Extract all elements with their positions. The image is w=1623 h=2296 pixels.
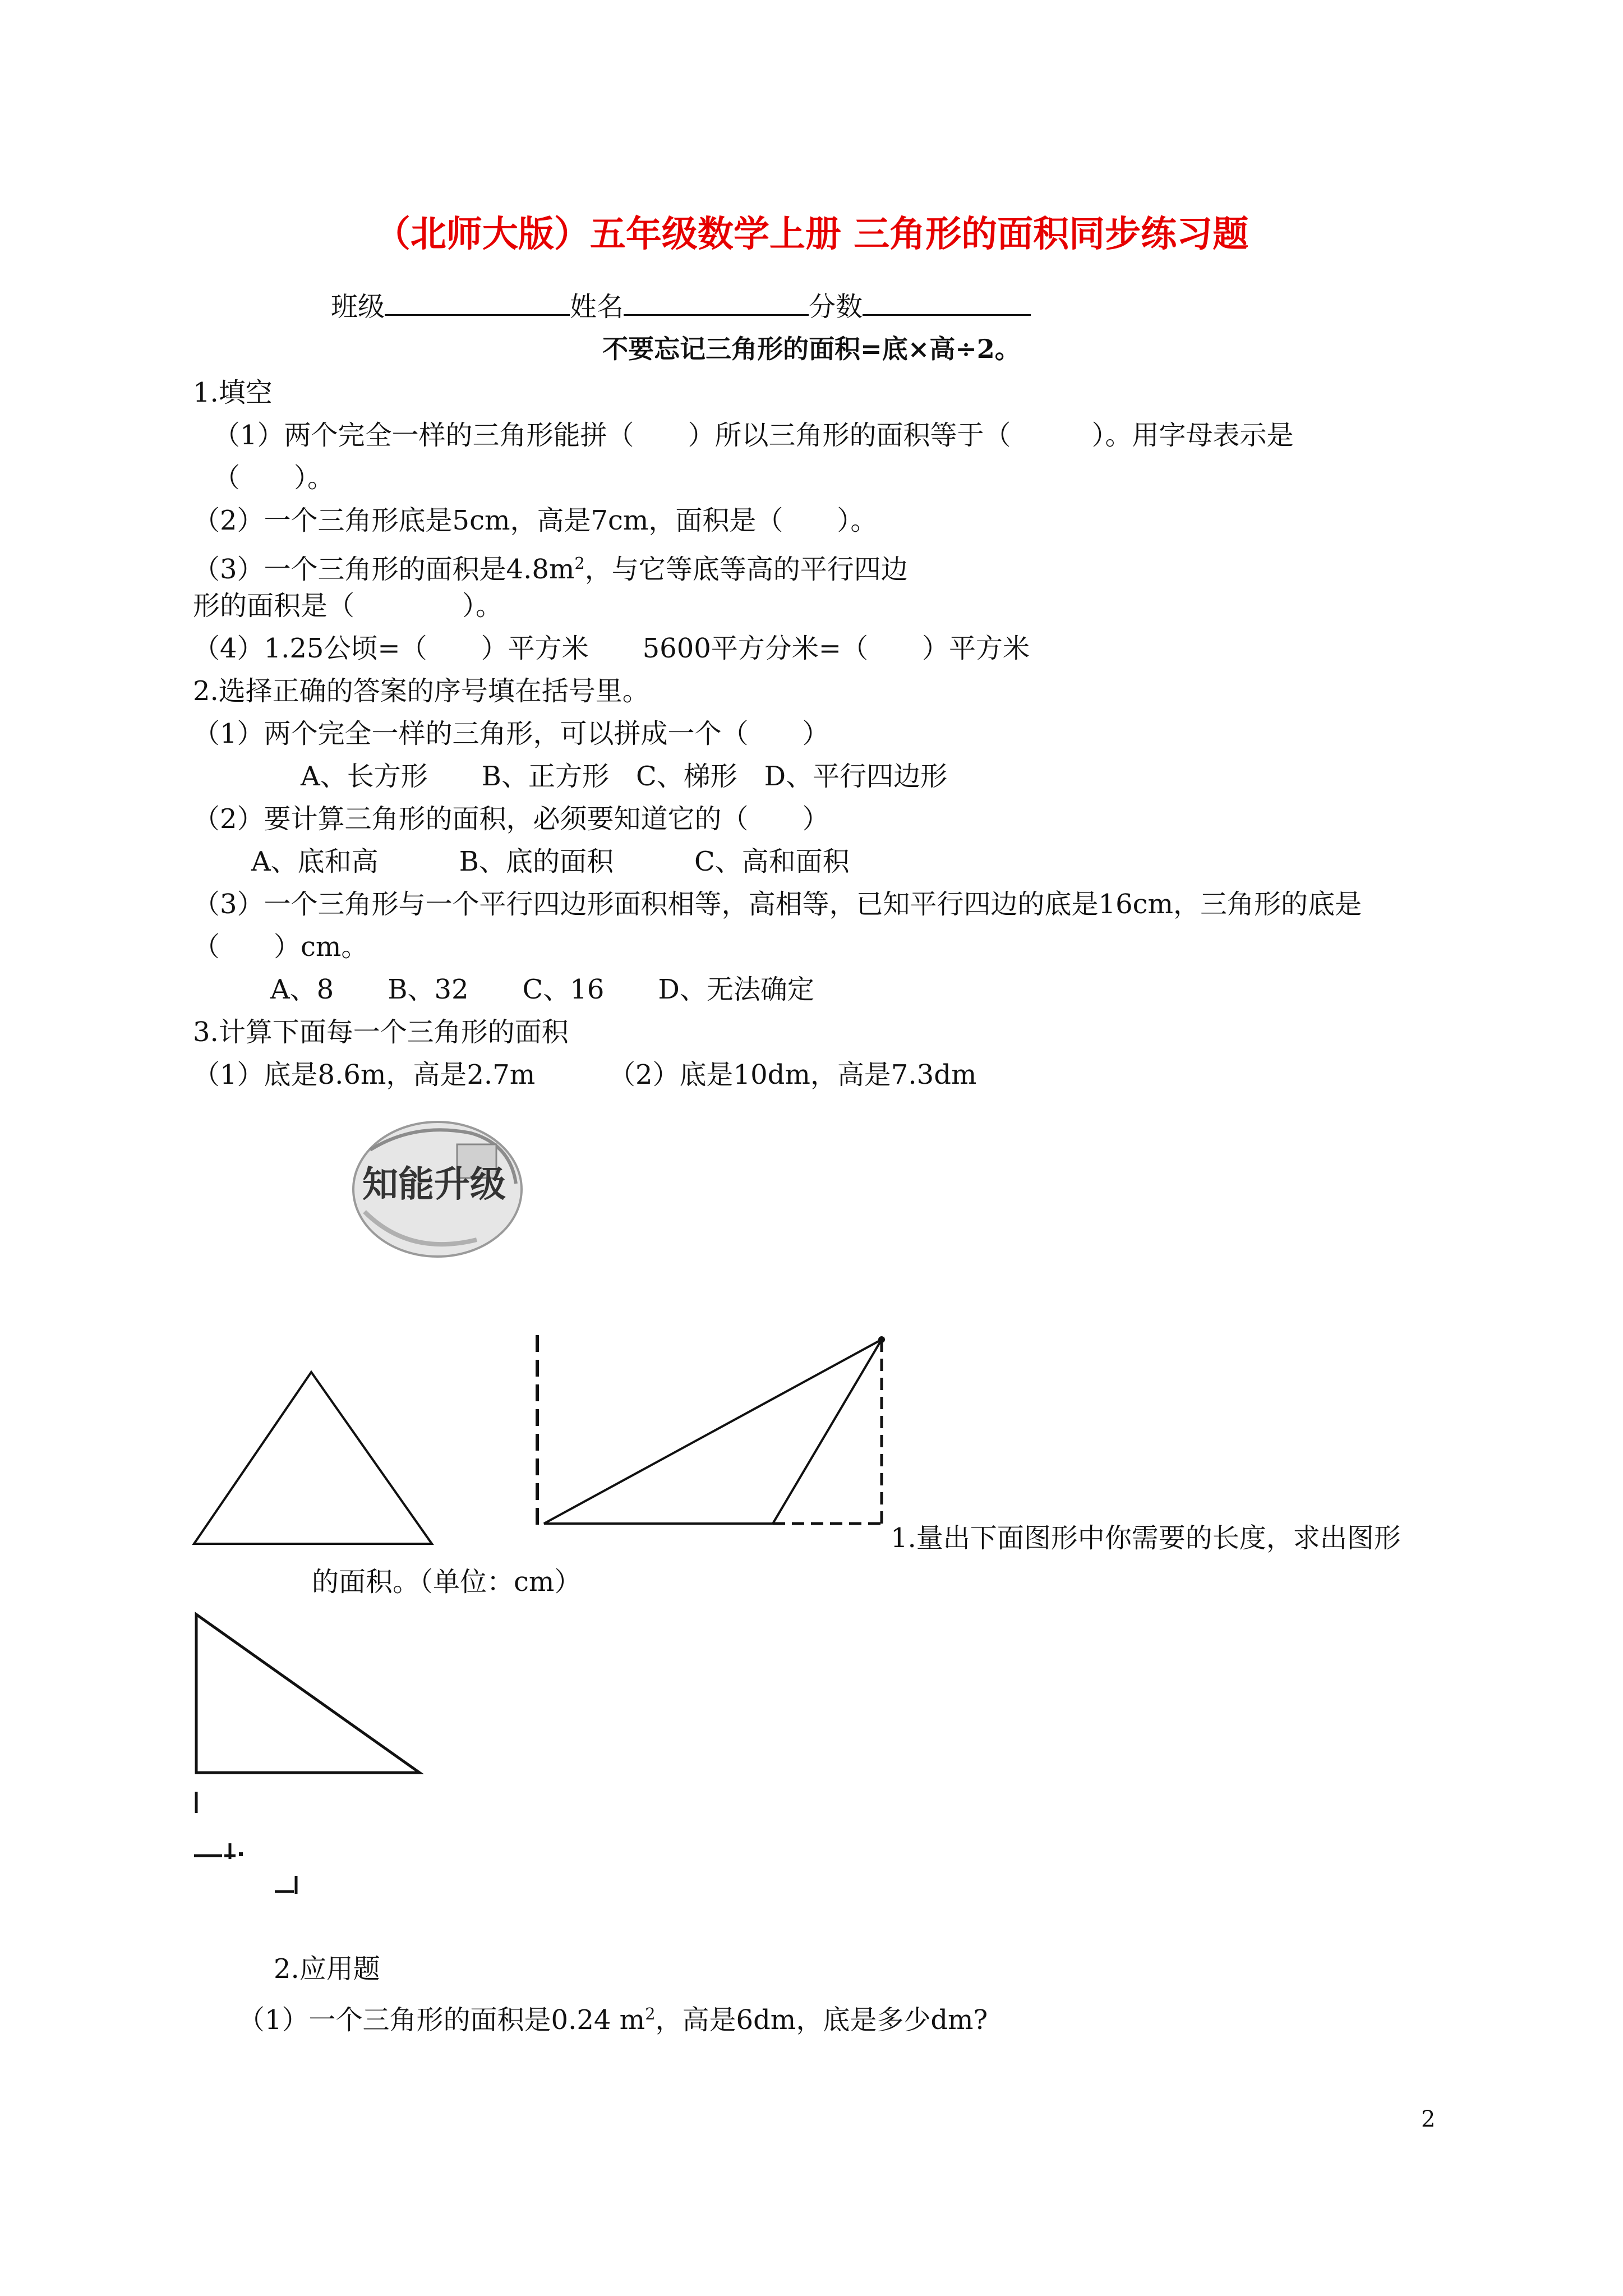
name-label: 姓名 (570, 291, 624, 323)
class-label: 班级 (331, 291, 385, 323)
badge-zhineng (348, 1116, 527, 1262)
app-q1-sup: 2 (645, 2004, 656, 2023)
s2-q3-options: A、8 B、32 C、16 D、无法确定 (270, 974, 814, 1005)
header-fields (331, 289, 1031, 324)
figure-right-triangle (191, 1610, 426, 1778)
s3-q2: （2）底是10dm，高是7.3dm (608, 1059, 977, 1091)
s2-q1-options: A、长方形 B、正方形 C、梯形 D、平行四边形 (301, 761, 948, 792)
s1-q1-line1: （1）两个完全一样的三角形能拼（ ）所以三角形的面积等于（ ）。用字母表示是 (213, 420, 1294, 451)
app-heading: 2.应用题 (274, 1953, 380, 1985)
s2-q2: （2）要计算三角形的面积，必须要知道它的（ ） (193, 803, 829, 835)
adv-q1-line1: 1.量出下面图形中你需要的长度，求出图形 (891, 1522, 1401, 1554)
app-q1-part-b: ，高是6dm，底是多少dm? (655, 2004, 988, 2036)
score-label: 分数 (809, 291, 863, 323)
reminder-text: 不要忘记三角形的面积=底×高÷2。 (602, 334, 1021, 364)
figure-isosceles-triangle (191, 1369, 437, 1554)
class-field[interactable] (385, 289, 570, 316)
s1-q2: （2）一个三角形底是5cm，高是7cm，面积是（ ）。 (193, 505, 878, 536)
s1-q3-line1 (193, 546, 908, 586)
name-field[interactable] (624, 289, 809, 316)
s1-q3-part-a: （3）一个三角形的面积是4.8m (193, 554, 575, 585)
figure-obtuse-triangle (527, 1329, 886, 1543)
s2-q3-line1: （3）一个三角形与一个平行四边形面积相等，高相等，已知平行四边的底是16cm，三角形的底是 (193, 889, 1362, 920)
s2-q1: （1）两个完全一样的三角形，可以拼成一个（ ） (193, 718, 829, 749)
s1-q3-sup: 2 (574, 554, 585, 573)
s2-q2-options: A、底和高 B、底的面积 C、高和面积 (251, 846, 850, 877)
s3-q1: （1）底是8.6m，高是2.7m (193, 1059, 536, 1091)
page-title: （北师大版）五年级数学上册 三角形的面积同步练习题 (374, 213, 1249, 255)
s1-q1-line2: （ ）。 (213, 462, 335, 494)
score-field[interactable] (863, 289, 1031, 316)
adv-q1-line2: 的面积。（单位：cm） (312, 1566, 582, 1598)
app-q1-part-a: （1）一个三角形的面积是0.24 m (238, 2004, 645, 2036)
page-number: 2 (1421, 2106, 1436, 2132)
section3-heading: 3.计算下面每一个三角形的面积 (193, 1016, 569, 1048)
s1-q4: （4）1.25公顷=（ ）平方米 5600平方分米=（ ）平方米 (193, 633, 1030, 664)
s1-q3-part-b: ，与它等底等高的平行四边 (584, 554, 908, 585)
badge-text: 知能升级 (362, 1164, 506, 1205)
s1-q3-line2: 形的面积是（ ）。 (193, 590, 503, 622)
s2-q3-line2: （ ）cm。 (193, 931, 368, 963)
stray-marks (191, 1789, 314, 1918)
section2-heading: 2.选择正确的答案的序号填在括号里。 (193, 675, 649, 707)
section1-heading: 1.填空 (193, 377, 273, 408)
app-q1 (238, 1997, 988, 2037)
